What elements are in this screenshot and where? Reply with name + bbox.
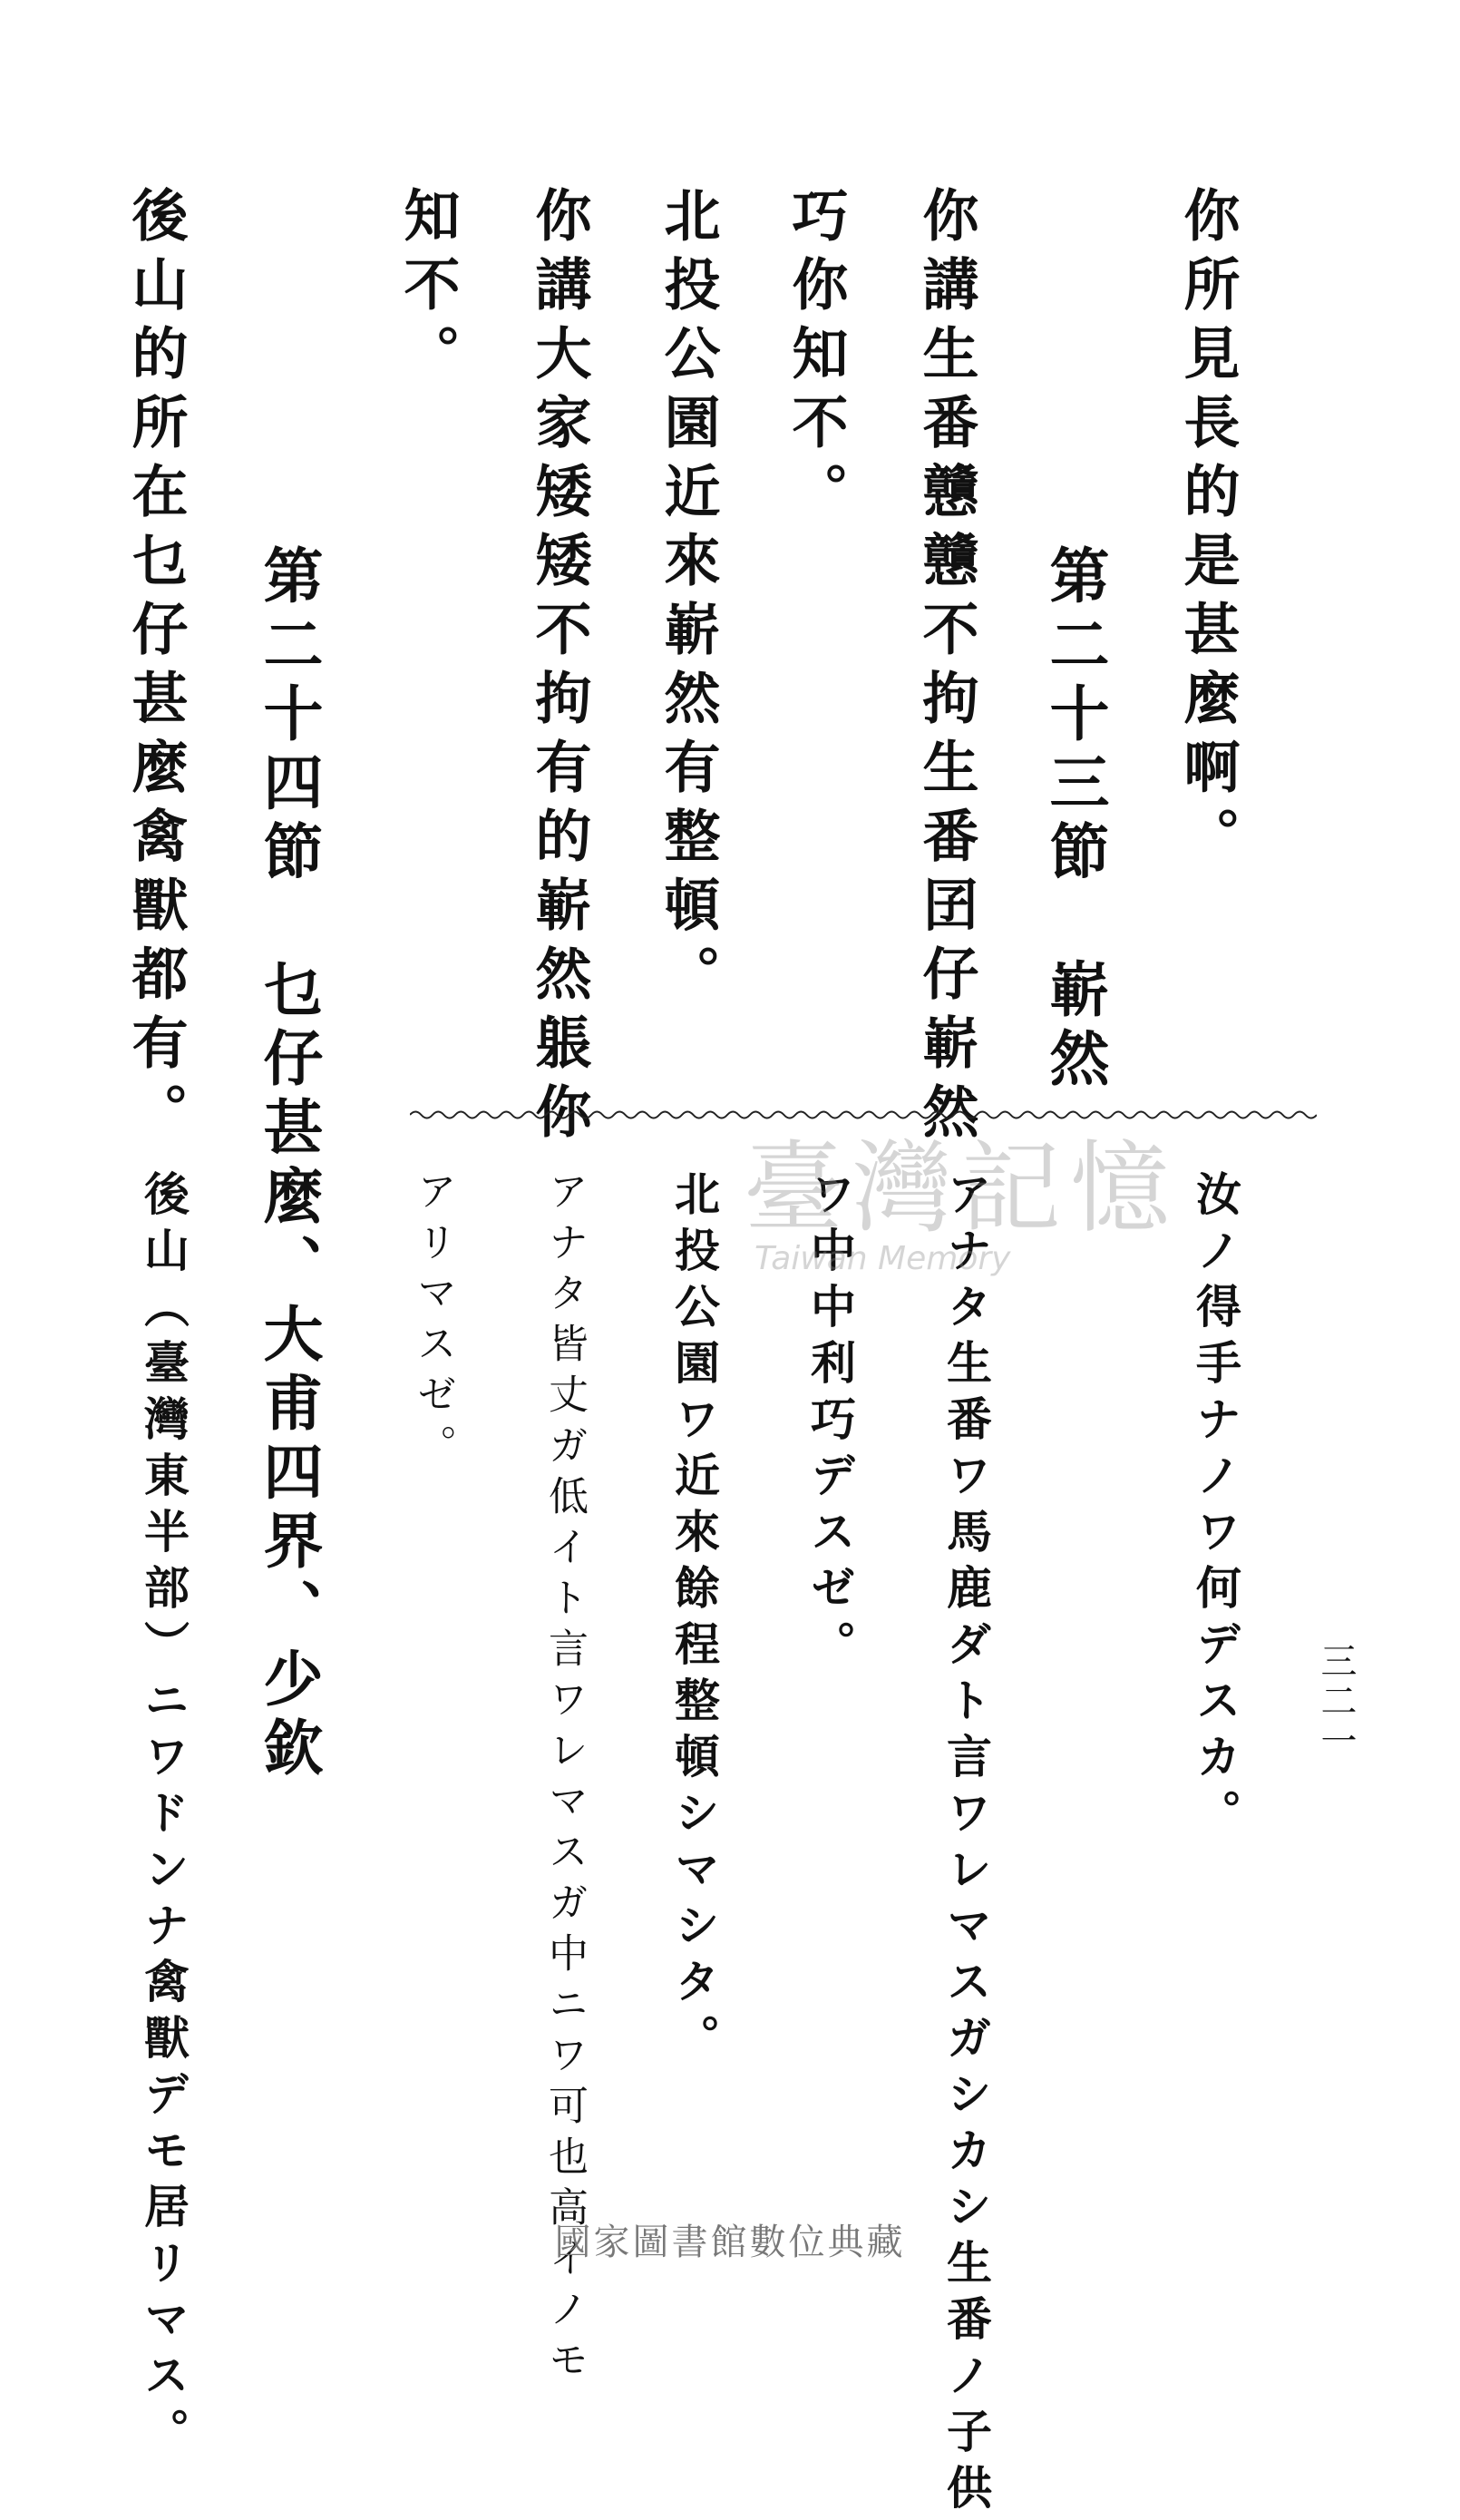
ja-line-5: アナタ皆丈ガ低イト言ワレマスガ中ニワ可也高イノモ (541, 1170, 588, 2389)
page-number: 三二一 (1315, 1642, 1357, 1762)
tw-line-3: 巧你知不。 (783, 186, 849, 531)
wavy-divider (410, 1109, 1317, 1121)
watermark-title: 臺灣記憶 (744, 1130, 1179, 1246)
section-24-heading: 第二十四節 乜仔甚麼、大甫四界、少欽 (253, 544, 324, 1785)
watermark-subtitle: Taiwan Memory (754, 1240, 1011, 1277)
section-23-heading: 第二十三節 嶄然 (1039, 544, 1110, 1096)
ja-line-3: ワ中中利巧デスゼ。 (803, 1170, 857, 1676)
tw-line-6: 知不。 (394, 186, 461, 393)
tw-line-7: 後山的所在乜仔甚麼禽獸都有。 (122, 186, 189, 1151)
tw-line-4: 北投公園近來嶄然有整頓。 (655, 186, 721, 1013)
ja-line-4: 北投公園ワ近來餘程整頓シマシタ。 (667, 1170, 721, 2070)
tw-line-5: 你講大家矮矮不拘有的嶄然躼你 (526, 186, 592, 1151)
ja-line-6: アリマスゼ。 (410, 1170, 456, 1475)
tw-line-1: 你所見長的是甚麼啊。 (1174, 186, 1241, 875)
tw-line-2: 你講生番戇戇不拘生番囝仔嶄然 (913, 186, 979, 1151)
ja-line-7: 後山（臺灣東半部）ニワドンナ禽獸デモ居リマス。 (137, 1170, 190, 2464)
ja-line-2: アナタ生番ワ馬鹿ダト言ワレマスガシカシ生番ノ子供 (939, 1170, 993, 2520)
ja-line-1: 汝ノ得手ナノワ何デスカ。 (1189, 1170, 1242, 1845)
library-footer: 國家圖書館數位典藏 (554, 2222, 906, 2263)
